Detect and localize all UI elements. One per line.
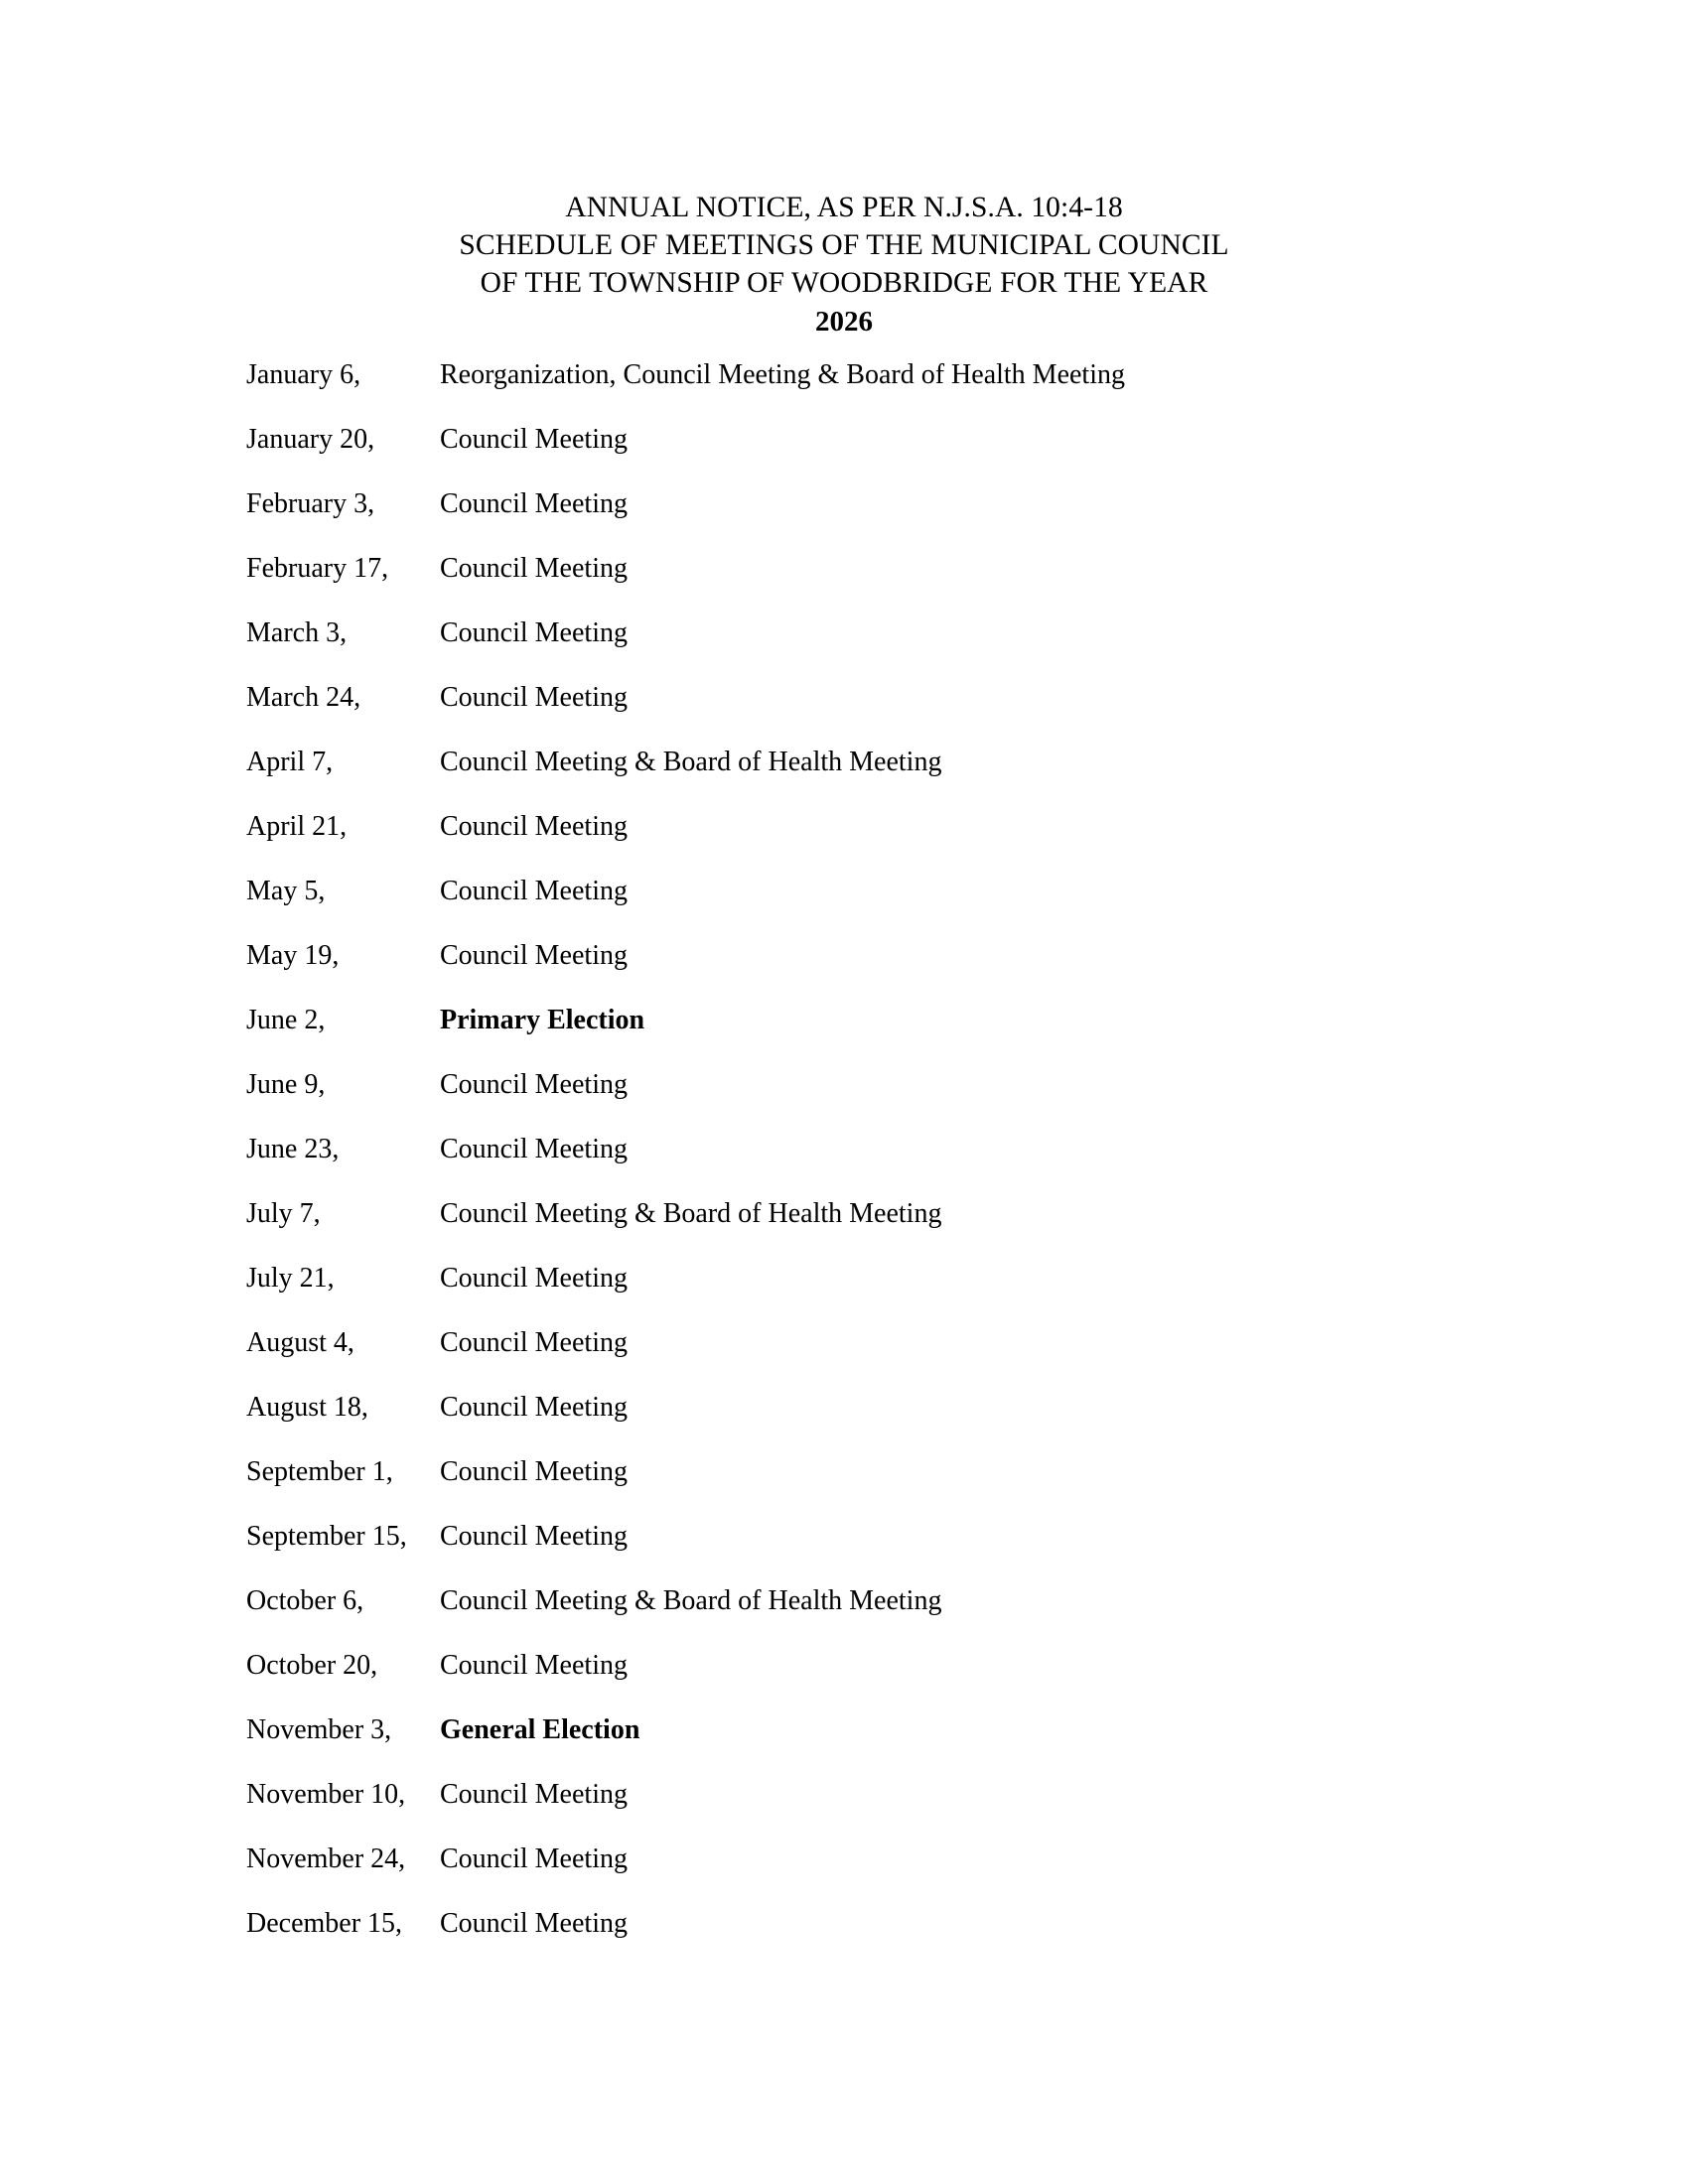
meeting-description: Council Meeting [440, 1521, 628, 1552]
meeting-description: Reorganization, Council Meeting & Board of Health Meeting [440, 359, 1125, 390]
notice-header [0, 189, 1688, 341]
meeting-description: Council Meeting & Board of Health Meeting [440, 747, 942, 777]
schedule-row [246, 1633, 1537, 1698]
meeting-date: December 15, [246, 1908, 403, 1939]
meeting-description: Council Meeting [440, 1327, 628, 1358]
meeting-description: Council Meeting [440, 1650, 628, 1681]
notice-title-line-3: OF THE TOWNSHIP OF WOODBRIDGE FOR THE YEAR [480, 267, 1208, 299]
meeting-description: Council Meeting [440, 876, 628, 906]
meeting-description: Council Meeting [440, 1843, 628, 1874]
schedule-row [246, 601, 1537, 665]
meeting-date: February 3, [246, 488, 375, 519]
schedule-row [246, 988, 1537, 1052]
schedule-row [246, 1569, 1537, 1633]
meeting-description: General Election [440, 1714, 640, 1745]
notice-title-line-1: ANNUAL NOTICE, AS PER N.J.S.A. 10:4-18 [565, 192, 1123, 223]
meeting-description: Council Meeting [440, 424, 628, 455]
meeting-description: Council Meeting [440, 1392, 628, 1423]
schedule-row [246, 859, 1537, 923]
meeting-date: May 5, [246, 876, 326, 906]
meeting-date: June 9, [246, 1069, 326, 1100]
meeting-date: June 2, [246, 1005, 326, 1035]
notice-year: 2026 [815, 306, 873, 338]
notice-title-line-2: SCHEDULE OF MEETINGS OF THE MUNICIPAL COUNCIL [459, 229, 1229, 261]
schedule-row [246, 794, 1537, 859]
meeting-description: Council Meeting & Board of Health Meeting [440, 1585, 942, 1616]
meeting-description: Council Meeting [440, 1263, 628, 1294]
schedule-row [246, 1439, 1537, 1504]
schedule-row [246, 730, 1537, 794]
schedule-row [246, 1827, 1537, 1891]
schedule-row [246, 665, 1537, 730]
schedule-row [246, 1246, 1537, 1310]
meeting-description: Council Meeting [440, 811, 628, 842]
meeting-date: September 15, [246, 1521, 407, 1552]
meeting-date: April 7, [246, 747, 334, 777]
schedule-row [246, 1310, 1537, 1375]
meeting-date: February 17, [246, 553, 389, 584]
schedule-row [246, 923, 1537, 988]
schedule-row [246, 407, 1537, 472]
schedule-row [246, 1052, 1537, 1117]
meeting-date: September 1, [246, 1456, 393, 1487]
meeting-description: Council Meeting [440, 1069, 628, 1100]
meeting-date: November 3, [246, 1714, 392, 1745]
meeting-description: Council Meeting [440, 682, 628, 713]
meeting-date: July 7, [246, 1198, 321, 1229]
meeting-date: August 4, [246, 1327, 354, 1358]
meeting-description: Council Meeting [440, 488, 628, 519]
meeting-description: Council Meeting [440, 1456, 628, 1487]
meeting-date: March 24, [246, 682, 361, 713]
schedule-row [246, 1891, 1537, 1956]
meeting-description: Council Meeting [440, 1134, 628, 1164]
meeting-date: October 20, [246, 1650, 378, 1681]
schedule-row [246, 342, 1537, 407]
meeting-date: July 21, [246, 1263, 335, 1294]
meeting-description: Primary Election [440, 1005, 645, 1035]
schedule-row [246, 1698, 1537, 1762]
meeting-schedule-list [246, 342, 1537, 1956]
schedule-row [246, 1504, 1537, 1569]
meeting-date: June 23, [246, 1134, 340, 1164]
meeting-date: October 6, [246, 1585, 364, 1616]
meeting-description: Council Meeting & Board of Health Meeting [440, 1198, 942, 1229]
meeting-date: May 19, [246, 940, 340, 971]
meeting-description: Council Meeting [440, 940, 628, 971]
schedule-row [246, 1117, 1537, 1181]
meeting-description: Council Meeting [440, 1779, 628, 1810]
meeting-date: April 21, [246, 811, 348, 842]
schedule-row [246, 1181, 1537, 1246]
meeting-date: November 10, [246, 1779, 406, 1810]
schedule-row [246, 1375, 1537, 1439]
meeting-description: Council Meeting [440, 617, 628, 648]
schedule-row [246, 472, 1537, 536]
meeting-date: March 3, [246, 617, 348, 648]
meeting-date: November 24, [246, 1843, 406, 1874]
schedule-row [246, 536, 1537, 601]
meeting-description: Council Meeting [440, 553, 628, 584]
meeting-date: August 18, [246, 1392, 368, 1423]
meeting-date: January 6, [246, 359, 361, 390]
meeting-description: Council Meeting [440, 1908, 628, 1939]
meeting-date: January 20, [246, 424, 375, 455]
schedule-row [246, 1762, 1537, 1827]
